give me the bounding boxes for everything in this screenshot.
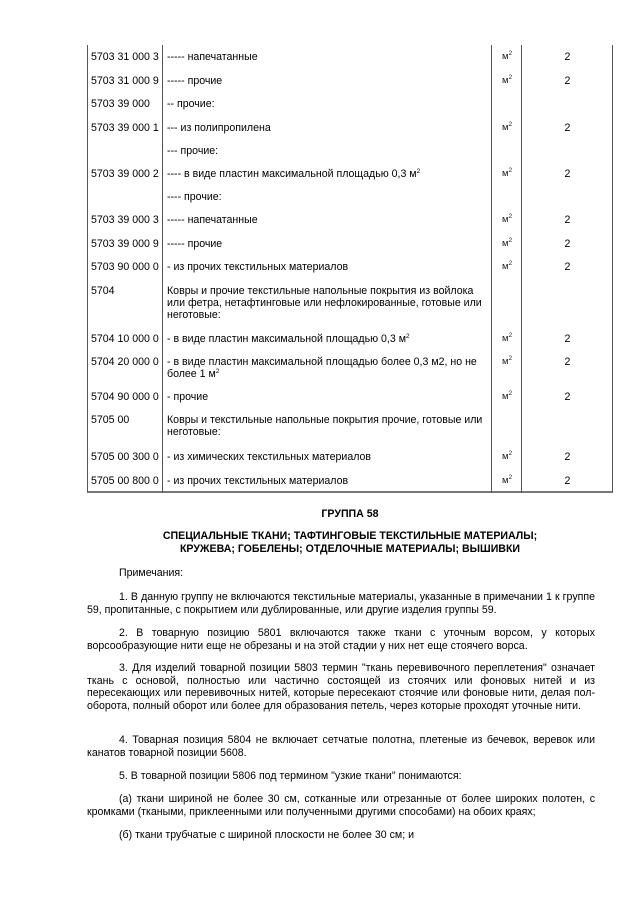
group-title-line2: КРУЖЕВА; ГОБЕЛЕНЫ; ОТДЕЛОЧНЫЕ МАТЕРИАЛЫ; ВЫШИВКИ (179, 543, 521, 555)
duty-value: 2 (564, 51, 571, 63)
unit: $м^2$ (502, 450, 513, 462)
description: - в виде пластин максимальной площадью более 0,3 м2, но не более 1 $м^2$ (167, 356, 477, 380)
duty-value: 2 (564, 356, 571, 368)
description: -- прочие: (167, 98, 215, 110)
unit: $м^2$ (502, 50, 513, 62)
notes-label: Примечания: (119, 567, 184, 579)
duty-value: 2 (564, 168, 571, 180)
unit: $м^2$ (502, 332, 513, 344)
duty-value: 2 (564, 214, 571, 226)
hs-code: 5703 39 000 9 (91, 238, 159, 250)
hs-code: 5704 90 000 0 (91, 391, 159, 403)
duty-value: 2 (564, 451, 571, 463)
hs-code: 5704 20 000 0 (91, 356, 159, 368)
duty-value: 2 (564, 391, 571, 403)
description: ----- напечатанные (167, 51, 258, 63)
description: - в виде пластин максимальной площадью 0,3 $м^2$ (167, 333, 410, 345)
hs-code: 5705 00 300 0 (91, 451, 159, 463)
note-2: 2. В товарную позицию 5801 включаются также ткани с уточным ворсом, у которых ворсообразующие нити еще не обрезаны и на этой стадии у них нет еще стоячего ворса. (87, 627, 595, 652)
description: - прочие (167, 391, 209, 403)
hs-code: 5703 90 000 0 (91, 261, 159, 273)
description: Ковры и текстильные напольные покрытия прочие, готовые или неготовые: (167, 414, 483, 438)
unit: $м^2$ (502, 390, 513, 402)
description: - из прочих текстильных материалов (167, 475, 349, 487)
duty-value: 2 (564, 238, 571, 250)
hs-code: 5703 39 000 (91, 98, 150, 110)
hs-code: 5703 31 000 9 (91, 75, 159, 87)
unit: $м^2$ (502, 474, 513, 486)
description: - из химических текстильных материалов (167, 451, 372, 463)
note-5: 5. В товарной позиции 5806 под термином "узкие ткани" понимаются: (119, 770, 462, 782)
description: ----- напечатанные (167, 214, 258, 226)
hs-code: 5704 10 000 0 (91, 333, 159, 345)
description: ----- прочие (167, 75, 223, 87)
note-5a: (а) ткани шириной не более 30 см, сотканные или отрезанные от более широких полотен, с кромками (ткаными, приклеенными или полученными другими способами) на обоих краях; (87, 793, 595, 818)
note-4: 4. Товарная позиция 5804 не включает сетчатые полотна, плетеные из бечевок, веревок или канатов товарной позиции 5608. (87, 734, 595, 759)
unit: $м^2$ (502, 213, 513, 225)
description: - из прочих текстильных материалов (167, 261, 349, 273)
group-heading: ГРУППА 58 (321, 508, 379, 520)
duty-value: 2 (564, 475, 571, 487)
description: ----- прочие (167, 238, 223, 250)
duty-value: 2 (564, 75, 571, 87)
note-3: 3. Для изделий товарной позиции 5803 термин "ткань перевивочного переплетения" означает ткань с основой, полностью или частично состоящей из стоячих или фоновых нитей и из пересекающих или перевивочных нитей, которые пересекают стоячие или фоновые нити, делая пол-оборота, полный оборот или более для образования петель, через которые проходят уточные нити. (87, 662, 595, 712)
hs-code: 5703 31 000 3 (91, 51, 159, 63)
hs-code: 5704 (91, 285, 115, 297)
note-1: 1. В данную группу не включаются текстильные материалы, указанные в примечании 1 к группе 59, пропитанные, с покрытием или дублированные, или другие изделия группы 59. (87, 591, 595, 616)
note-5b: (б) ткани трубчатые с шириной плоскости не более 30 см; и (119, 829, 415, 841)
unit: $м^2$ (502, 167, 513, 179)
hs-code: 5703 39 000 1 (91, 122, 159, 134)
duty-value: 2 (564, 261, 571, 273)
description: --- из полипропилена (167, 122, 271, 134)
unit: $м^2$ (502, 260, 513, 272)
description: ---- в виде пластин максимальной площадью 0,3 $м^2$ (167, 168, 421, 180)
group-title-line1: СПЕЦИАЛЬНЫЕ ТКАНИ; ТАФТИНГОВЫЕ ТЕКСТИЛЬНЫЕ МАТЕРИАЛЫ; (162, 530, 538, 542)
unit: $м^2$ (502, 237, 513, 249)
hs-code: 5703 39 000 2 (91, 168, 159, 180)
description: ---- прочие: (167, 191, 222, 203)
unit: $м^2$ (502, 121, 513, 133)
hs-code: 5705 00 800 0 (91, 475, 159, 487)
hs-code: 5705 00 (91, 414, 130, 426)
duty-value: 2 (564, 333, 571, 345)
unit: $м^2$ (502, 355, 513, 367)
unit: $м^2$ (502, 74, 513, 86)
hs-code: 5703 39 000 3 (91, 214, 159, 226)
duty-value: 2 (564, 122, 571, 134)
description: --- прочие: (167, 145, 219, 157)
description: Ковры и прочие текстильные напольные покрытия из войлока или фетра, нетафтинговые или нефлокированные, готовые или неготовые: (167, 285, 482, 321)
